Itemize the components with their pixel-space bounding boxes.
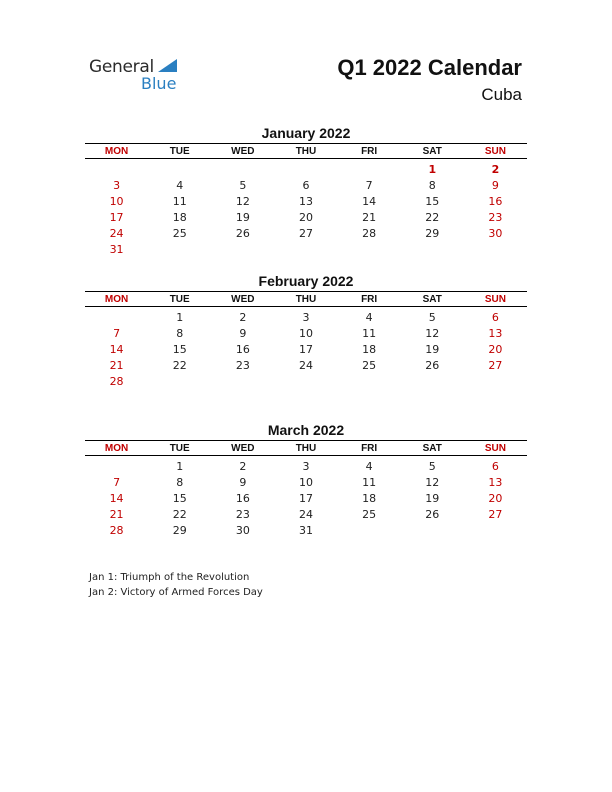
day-cell: 4 — [176, 178, 184, 192]
weekday-label: MON — [104, 442, 129, 454]
day-cell: 9 — [491, 178, 499, 192]
day-cell: 31 — [109, 242, 124, 256]
weekday-label: SAT — [422, 442, 442, 454]
day-cell: 28 — [109, 374, 124, 388]
weekday-label: SAT — [422, 145, 442, 157]
day-cell: 5 — [239, 178, 247, 192]
day-cell: 12 — [425, 475, 440, 489]
day-cell: 29 — [172, 523, 187, 537]
month-january — [85, 124, 527, 257]
holiday-note: Jan 1: Triumph of the Revolution — [89, 572, 250, 583]
day-cell: 11 — [362, 475, 377, 489]
weekday-header — [85, 291, 527, 307]
day-cell: 25 — [362, 507, 377, 521]
day-cell: 18 — [172, 210, 187, 224]
weekday-label: WED — [231, 293, 255, 305]
day-cell: 23 — [235, 358, 250, 372]
day-cell: 24 — [109, 226, 124, 240]
day-cell: 10 — [298, 475, 313, 489]
day-cell: 26 — [425, 507, 440, 521]
day-cell: 3 — [113, 178, 121, 192]
holiday-note: Jan 2: Victory of Armed Forces Day — [89, 587, 263, 598]
day-cell: 1 — [176, 459, 184, 473]
day-cell: 9 — [239, 475, 247, 489]
weekday-label: TUE — [169, 293, 190, 305]
day-cell: 6 — [491, 459, 499, 473]
week-row — [85, 209, 527, 225]
day-cell: 13 — [298, 194, 313, 208]
day-cell: 12 — [235, 194, 250, 208]
weekday-label: SUN — [484, 293, 506, 305]
day-cell: 8 — [428, 178, 436, 192]
day-cell: 15 — [425, 194, 440, 208]
day-cell: 22 — [172, 358, 187, 372]
month-title: March 2022 — [267, 422, 345, 438]
day-cell: 3 — [302, 310, 310, 324]
day-cell: 2 — [239, 310, 247, 324]
weekday-header — [85, 143, 527, 159]
day-cell: 25 — [172, 226, 187, 240]
week-row — [85, 241, 527, 257]
day-cell: 23 — [235, 507, 250, 521]
weekday-label: TUE — [169, 442, 190, 454]
weekday-label: TUE — [169, 145, 190, 157]
brand-word-general: General — [89, 57, 154, 77]
week-row — [85, 193, 527, 209]
week-row — [85, 522, 527, 538]
day-cell: 22 — [425, 210, 440, 224]
day-cell: 17 — [298, 342, 313, 356]
week-row — [85, 325, 527, 341]
weekday-label: SUN — [484, 442, 506, 454]
day-cell: 30 — [235, 523, 250, 537]
week-row — [85, 225, 527, 241]
weekday-header — [85, 440, 527, 456]
page-title: Q1 2022 Calendar — [337, 55, 522, 80]
day-cell: 1 — [428, 162, 437, 176]
month-title: February 2022 — [258, 273, 354, 289]
weekday-label: FRI — [361, 145, 378, 157]
day-cell: 24 — [298, 358, 313, 372]
day-cell: 20 — [488, 342, 503, 356]
day-cell: 17 — [109, 210, 124, 224]
day-cell: 20 — [488, 491, 503, 505]
day-cell: 21 — [109, 507, 124, 521]
weekday-label: MON — [104, 293, 129, 305]
day-cell: 21 — [362, 210, 377, 224]
day-cell: 20 — [298, 210, 313, 224]
day-cell: 7 — [113, 475, 121, 489]
day-cell: 19 — [235, 210, 250, 224]
day-cell: 29 — [425, 226, 440, 240]
day-cell: 18 — [362, 491, 377, 505]
day-cell: 14 — [362, 194, 377, 208]
day-cell: 12 — [425, 326, 440, 340]
day-cell: 18 — [362, 342, 377, 356]
week-row — [85, 357, 527, 373]
day-cell: 2 — [239, 459, 247, 473]
day-cell: 27 — [298, 226, 313, 240]
day-cell: 19 — [425, 342, 440, 356]
day-cell: 16 — [235, 342, 250, 356]
day-cell: 15 — [172, 491, 187, 505]
day-cell: 28 — [109, 523, 124, 537]
week-row — [85, 474, 527, 490]
day-cell: 11 — [172, 194, 187, 208]
day-cell: 30 — [488, 226, 503, 240]
day-cell: 14 — [109, 491, 124, 505]
day-cell: 10 — [109, 194, 124, 208]
day-cell: 26 — [425, 358, 440, 372]
day-cell: 28 — [362, 226, 377, 240]
week-row — [85, 341, 527, 357]
day-cell: 10 — [298, 326, 313, 340]
weekday-label: FRI — [361, 442, 378, 454]
day-cell: 16 — [235, 491, 250, 505]
day-cell: 9 — [239, 326, 247, 340]
country-name: Cuba — [481, 85, 522, 104]
day-cell: 17 — [298, 491, 313, 505]
month-march — [85, 421, 527, 538]
day-cell: 5 — [428, 459, 436, 473]
day-cell: 16 — [488, 194, 503, 208]
day-cell: 6 — [491, 310, 499, 324]
weekday-label: MON — [104, 145, 129, 157]
day-cell: 11 — [362, 326, 377, 340]
brand-word-blue: Blue — [141, 74, 177, 93]
day-cell: 3 — [302, 459, 310, 473]
day-cell: 23 — [488, 210, 503, 224]
day-cell: 13 — [488, 475, 503, 489]
day-cell: 27 — [488, 358, 503, 372]
week-row — [85, 490, 527, 506]
weekday-label: WED — [231, 145, 255, 157]
day-cell: 6 — [302, 178, 310, 192]
day-cell: 27 — [488, 507, 503, 521]
weekday-label: SUN — [484, 145, 506, 157]
day-cell: 24 — [298, 507, 313, 521]
day-cell: 5 — [428, 310, 436, 324]
week-row — [85, 458, 527, 474]
day-cell: 15 — [172, 342, 187, 356]
week-row — [85, 309, 527, 325]
weekday-label: FRI — [361, 293, 378, 305]
day-cell: 4 — [365, 459, 373, 473]
day-cell: 7 — [113, 326, 121, 340]
day-cell: 8 — [176, 475, 184, 489]
weekday-label: THU — [295, 442, 317, 454]
day-cell: 31 — [298, 523, 313, 537]
day-cell: 8 — [176, 326, 184, 340]
week-row — [85, 506, 527, 522]
day-cell: 4 — [365, 310, 373, 324]
brand-triangle-icon — [158, 59, 177, 72]
day-cell: 19 — [425, 491, 440, 505]
day-cell: 22 — [172, 507, 187, 521]
brand-logo — [89, 57, 189, 93]
day-cell: 25 — [362, 358, 377, 372]
month-title: January 2022 — [261, 125, 351, 141]
weekday-label: SAT — [422, 293, 442, 305]
day-cell: 21 — [109, 358, 124, 372]
day-cell: 26 — [235, 226, 250, 240]
day-cell: 2 — [491, 162, 500, 176]
week-row — [85, 161, 527, 177]
holiday-notes — [89, 570, 263, 600]
weekday-label: THU — [295, 293, 317, 305]
day-cell: 13 — [488, 326, 503, 340]
week-row — [85, 177, 527, 193]
day-cell: 14 — [109, 342, 124, 356]
day-cell: 1 — [176, 310, 184, 324]
month-february — [85, 272, 527, 389]
week-row — [85, 373, 527, 389]
day-cell: 7 — [365, 178, 373, 192]
weekday-label: THU — [295, 145, 317, 157]
weekday-label: WED — [231, 442, 255, 454]
